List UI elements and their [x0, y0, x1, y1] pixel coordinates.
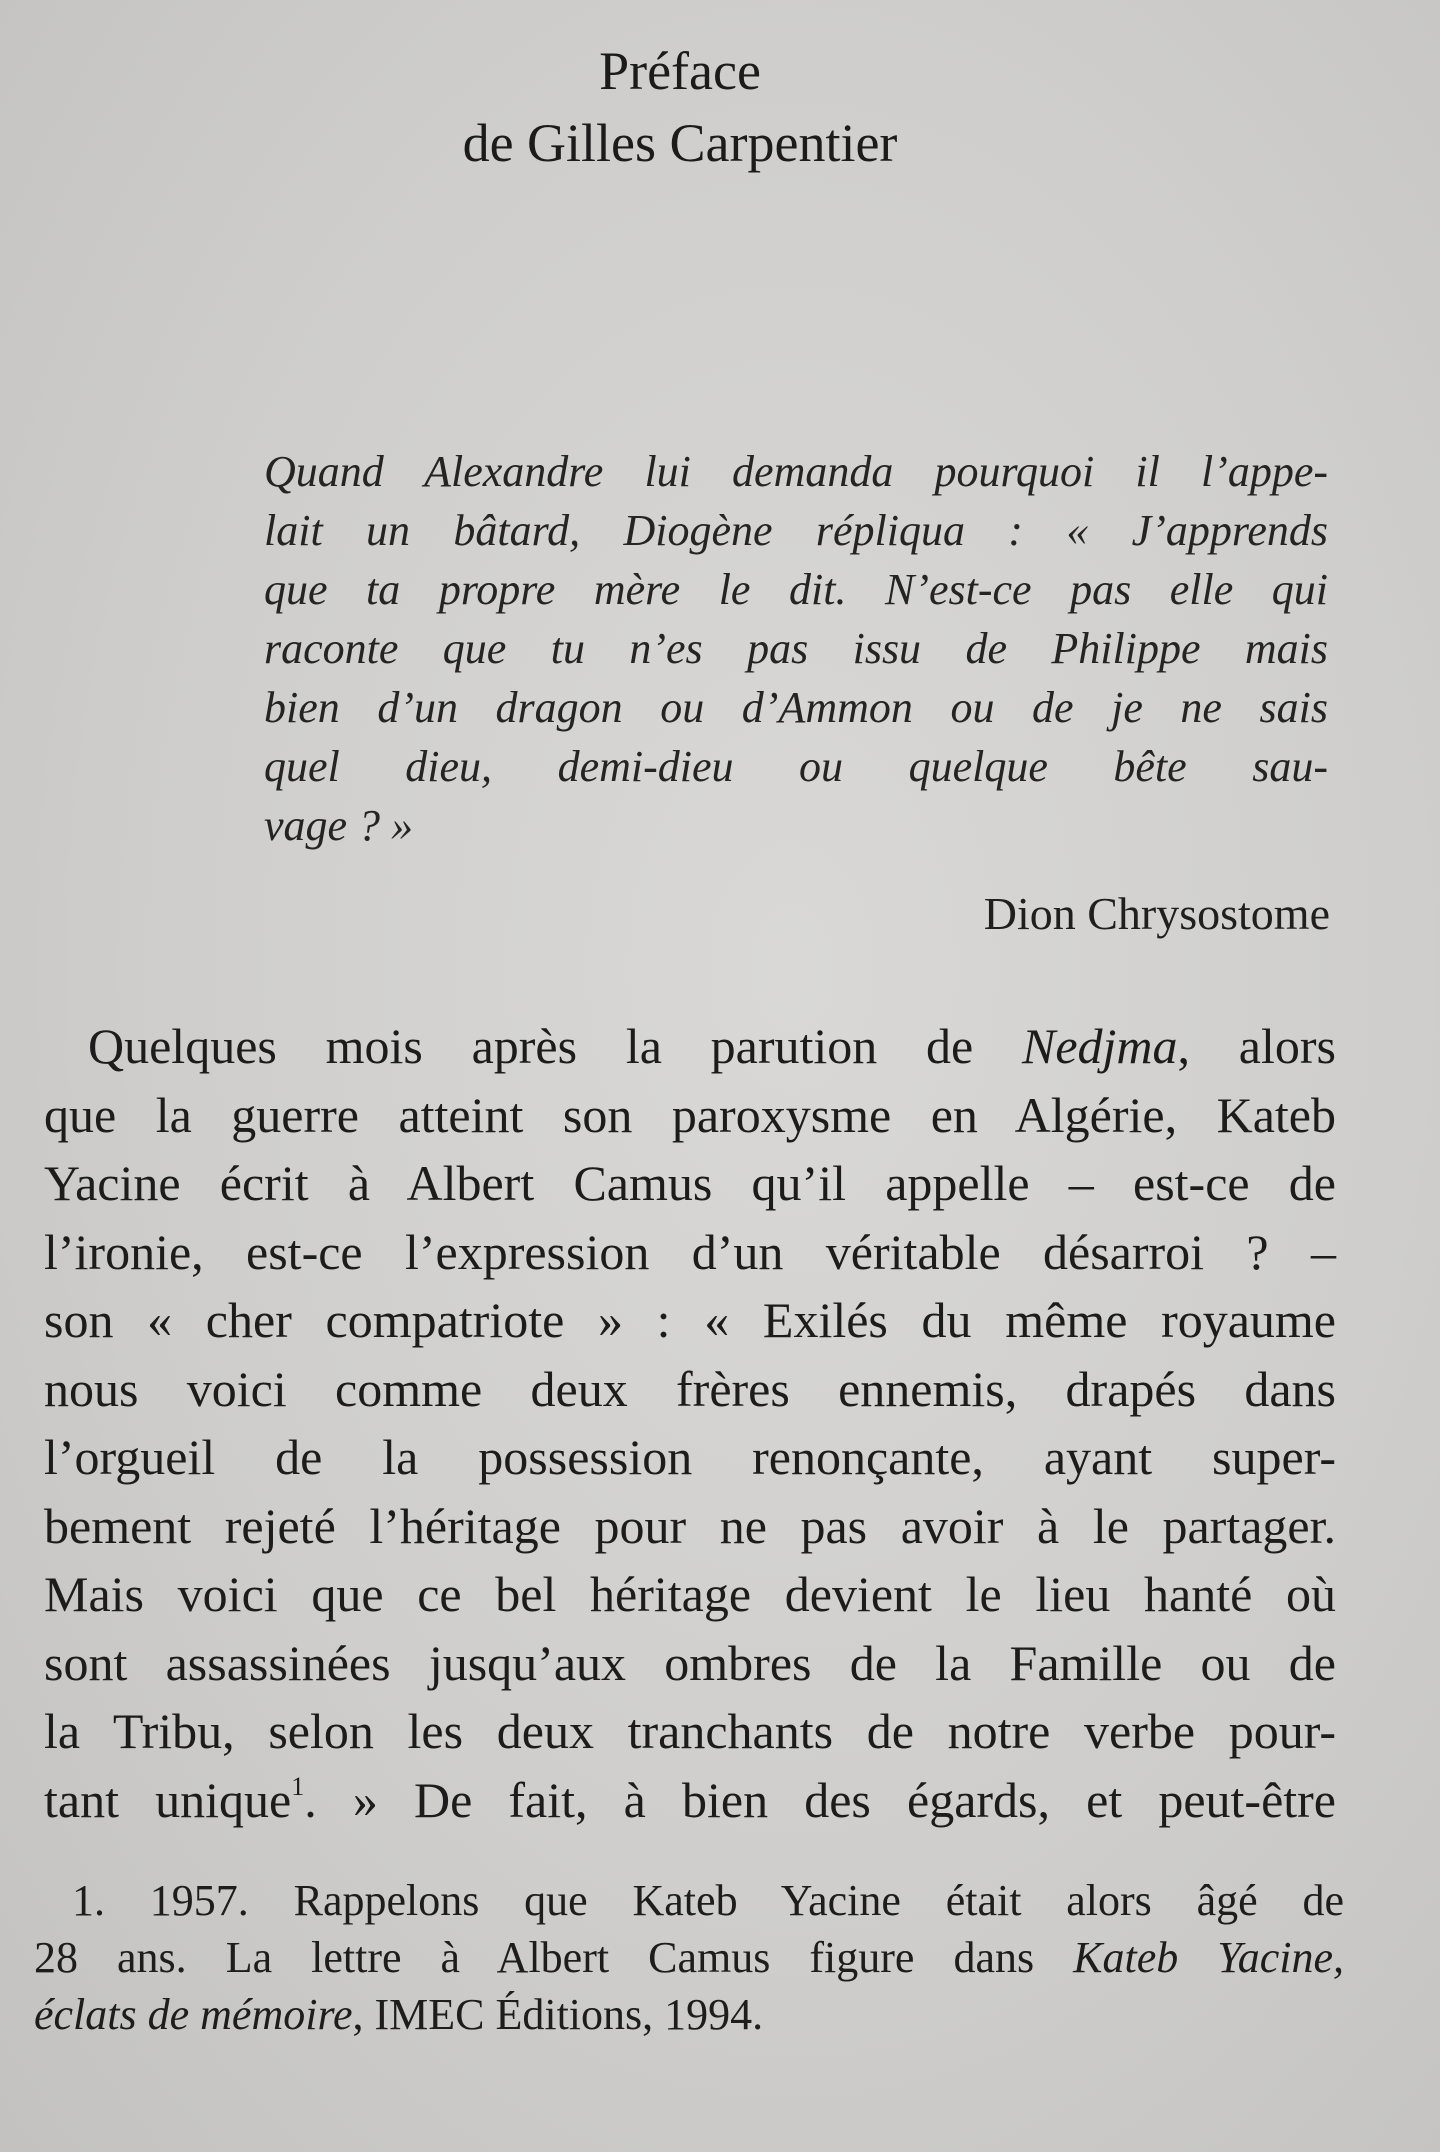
footnote-line [34, 1986, 1344, 2043]
epigraph-line: bien d’un dragon ou d’Ammon ou de je ne sais [264, 683, 1328, 732]
epigraph-line: raconte que tu n’es pas issu de Philippe mais [264, 624, 1328, 673]
body-line [44, 1012, 1336, 1081]
body-line: nous voici comme deux frères ennemis, drapés dans [44, 1360, 1336, 1417]
body-line: que la guerre atteint son paroxysme en Algérie, Kateb [44, 1086, 1336, 1143]
book-title-eclats-de-memoire: éclats de mémoire [34, 1990, 353, 2039]
footnote-text-segment: , IMEC Éditions, 1994. [352, 1990, 764, 2039]
epigraph [264, 442, 1328, 855]
body-line: bement rejeté l’héritage pour ne pas avoir à le partager. [44, 1497, 1336, 1554]
body-text-segment: Quelques mois après la parution de [88, 1018, 1022, 1074]
page-subtitle: de Gilles Carpentier [462, 113, 898, 173]
body-line: l’ironie, est-ce l’expression d’un véritable désarroi ? – [44, 1223, 1336, 1280]
body-line: Mais voici que ce bel héritage devient le lieu hanté où [44, 1566, 1336, 1622]
epigraph-line: vage ? » [264, 801, 414, 850]
body-line: l’orgueil de la possession renonçante, ayant super- [44, 1429, 1336, 1485]
epigraph-attribution: Dion Chrysostome [983, 888, 1330, 939]
footnote-text-segment: 28 ans. La lettre à Albert Camus figure dans [34, 1933, 1074, 1982]
epigraph-line: que ta propre mère le dit. N’est-ce pas elle qui [264, 565, 1328, 614]
body-line: son « cher compatriote » : « Exilés du même royaume [44, 1292, 1336, 1348]
body-text-segment: tant unique [44, 1771, 292, 1828]
body-text-segment: . » De fait, à bien des égards, et peut-être [304, 1771, 1337, 1828]
footnote-line [34, 1929, 1344, 1986]
book-title-kateb-yacine: Kateb Yacine, [1073, 1933, 1344, 1982]
body-line [44, 1766, 1336, 1835]
page-title: Préface [599, 41, 761, 101]
epigraph-line: Quand Alexandre lui demanda pourquoi il l’appe- [264, 447, 1328, 496]
body-line: sont assassinées jusqu’aux ombres de la Famille ou de [44, 1634, 1336, 1691]
body-paragraph [44, 1012, 1336, 1834]
epigraph-line: lait un bâtard, Diogène répliqua : « J’apprends [264, 506, 1328, 555]
epigraph-line: quel dieu, demi-dieu ou quelque bête sau- [264, 742, 1328, 791]
book-title-nedjma: Nedjma [1022, 1018, 1178, 1074]
body-text-segment: , alors [1177, 1018, 1336, 1074]
footnote-reference[interactable]: 1 [291, 1771, 305, 1801]
body-line: la Tribu, selon les deux tranchants de notre verbe pour- [44, 1703, 1336, 1759]
footnote [34, 1872, 1344, 2043]
footnote-line: 1. 1957. Rappelons que Kateb Yacine était alors âgé de [72, 1876, 1344, 1925]
body-line: Yacine écrit à Albert Camus qu’il appelle – est-ce de [44, 1155, 1336, 1211]
